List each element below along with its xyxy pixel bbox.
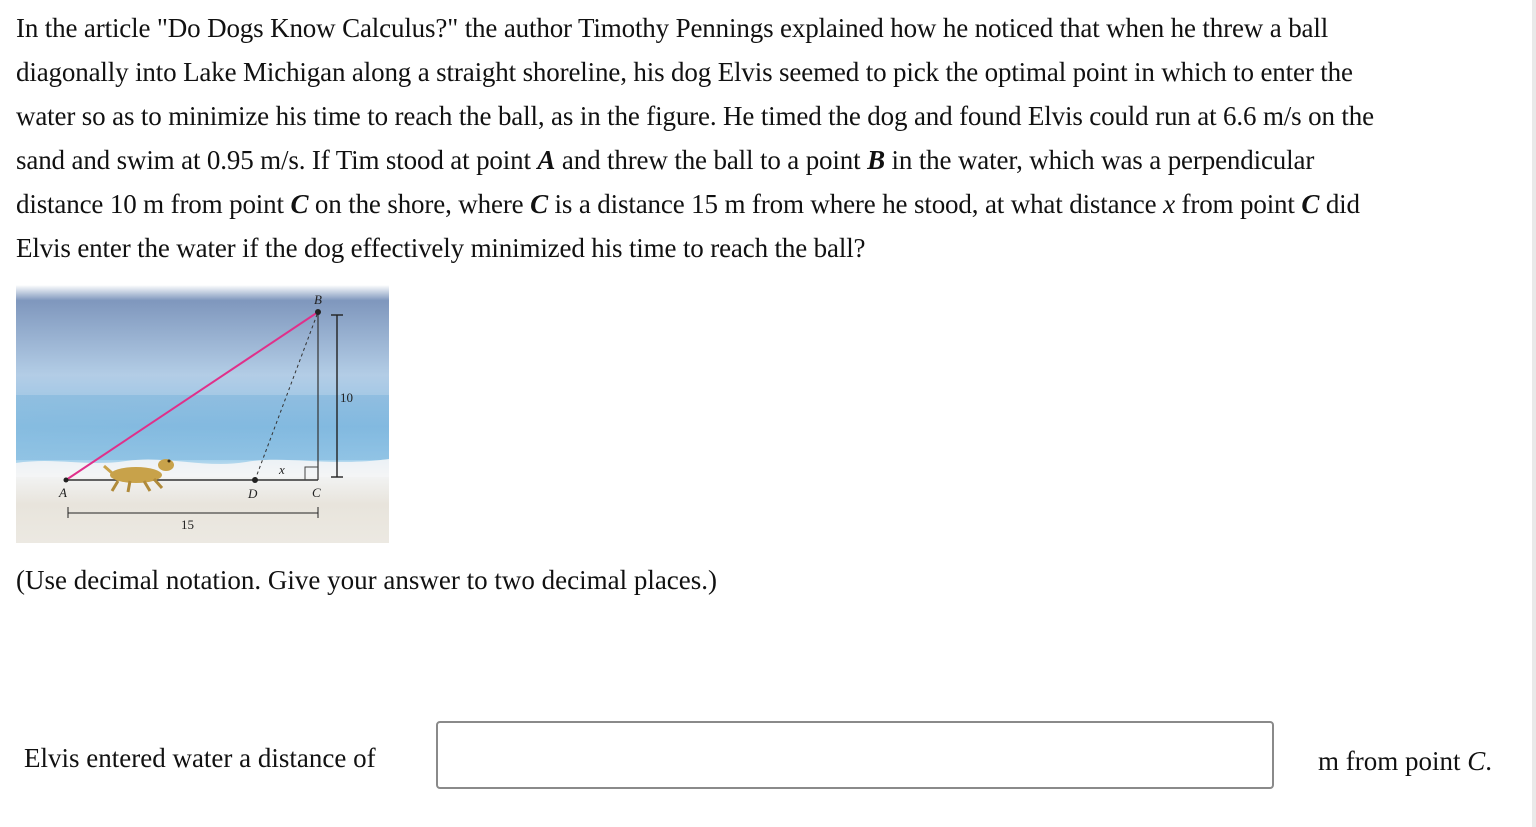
point-b-var: B xyxy=(867,145,885,175)
answer-suffix-end: . xyxy=(1485,746,1493,776)
problem-text: and threw the ball to a point xyxy=(555,145,868,175)
x-var: x xyxy=(1163,189,1175,219)
point-a-dot xyxy=(64,478,69,483)
answer-instruction: (Use decimal notation. Give your answer to two decimal places.) xyxy=(16,565,718,595)
problem-text: did xyxy=(1319,189,1360,219)
problem-line xyxy=(16,182,1516,226)
label-b: B xyxy=(314,292,322,307)
point-d-dot xyxy=(252,477,258,483)
label-ten: 10 xyxy=(340,390,353,405)
problem-text: in the water, which was a perpendicular xyxy=(884,145,1315,175)
point-b-dot xyxy=(315,309,321,315)
label-x: x xyxy=(279,462,285,477)
label-fifteen: 15 xyxy=(181,517,194,532)
problem-statement xyxy=(16,6,1516,270)
point-c-var: C xyxy=(530,189,548,219)
point-c-var: C xyxy=(1301,189,1320,219)
scrollbar[interactable] xyxy=(1532,0,1536,827)
answer-unit-suffix xyxy=(1318,743,1492,779)
problem-line: diagonally into Lake Michigan along a straight shoreline, his dog Elvis seemed to pick the optimal point in which to enter the xyxy=(16,57,1353,87)
problem-line: In the article "Do Dogs Know Calculus?" the author Timothy Pennings explained how he noticed that when he threw a ball xyxy=(16,13,1329,43)
problem-line xyxy=(16,138,1516,182)
answer-input[interactable] xyxy=(436,721,1274,789)
problem-text: is a distance 15 m from where he stood, at what distance xyxy=(547,189,1164,219)
problem-text: on the shore, where xyxy=(308,189,531,219)
point-c-var: C xyxy=(1467,746,1486,776)
answer-label: Elvis entered water a distance of xyxy=(24,743,376,773)
answer-suffix-text: m from point xyxy=(1318,746,1468,776)
shoreline-figure xyxy=(16,285,389,543)
point-a-var: A xyxy=(537,145,556,175)
problem-text: from point xyxy=(1174,189,1302,219)
label-c: C xyxy=(312,485,321,500)
problem-line: water so as to minimize his time to reach the ball, as in the figure. He timed the dog and found Elvis could run at 6.6 m/s on the xyxy=(16,101,1374,131)
water-band xyxy=(16,395,389,460)
problem-text: distance 10 m from point xyxy=(16,189,291,219)
problem-line: Elvis enter the water if the dog effectively minimized his time to reach the ball? xyxy=(16,233,866,263)
problem-text: sand and swim at 0.95 m/s. If Tim stood at point xyxy=(16,145,538,175)
label-d: D xyxy=(248,486,258,501)
point-c-var: C xyxy=(290,189,309,219)
label-a: A xyxy=(59,485,67,500)
